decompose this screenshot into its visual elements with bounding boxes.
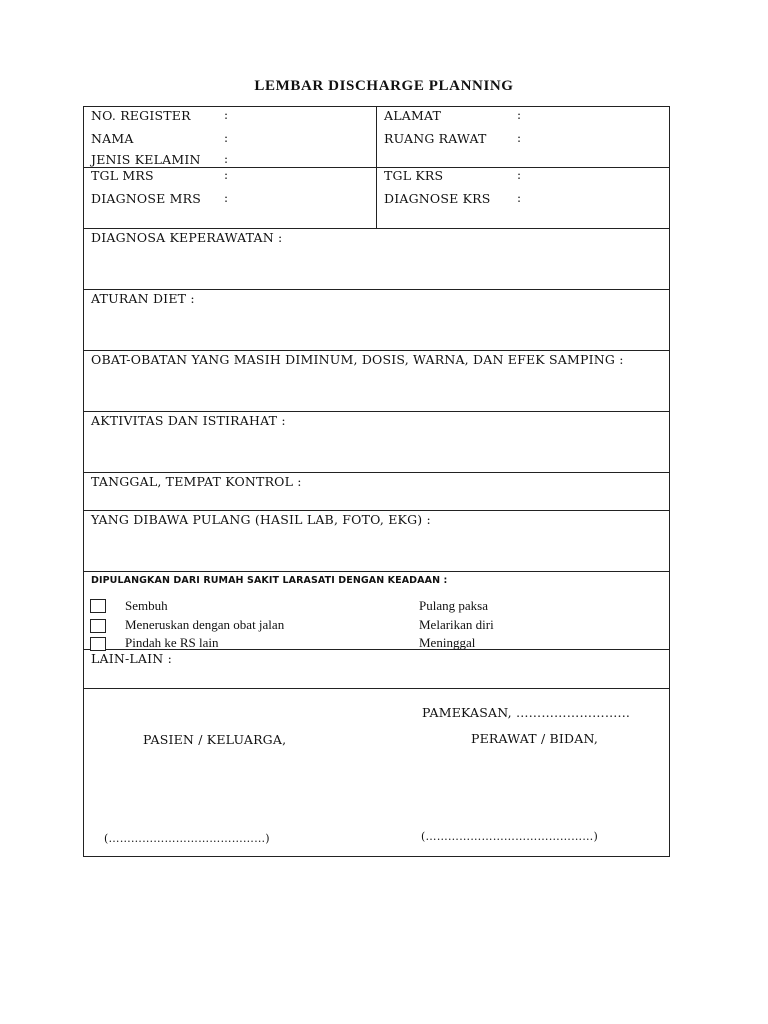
field-colon: : — [517, 191, 522, 205]
section-aktivitas: AKTIVITAS DAN ISTIRAHAT : — [91, 413, 286, 428]
row-divider — [84, 510, 669, 511]
section-tanggal-kontrol: TANGGAL, TEMPAT KONTROL : — [91, 474, 302, 489]
checkbox-pindah[interactable] — [90, 637, 106, 651]
field-label-alamat: ALAMAT — [384, 108, 442, 123]
field-label-jenis-kelamin: JENIS KELAMIN — [91, 152, 201, 167]
section-diagnosa-keperawatan: DIAGNOSA KEPERAWATAN : — [91, 230, 283, 245]
option-sembuh: Sembuh — [125, 598, 168, 613]
option-pindah: Pindah ke RS lain — [125, 635, 219, 650]
section-dibawa-pulang: YANG DIBAWA PULANG (HASIL LAB, FOTO, EKG) : — [91, 512, 431, 527]
signature-nurse-line: (………………………………………) — [421, 830, 598, 843]
section-obat-obatan: OBAT-OBATAN YANG MASIH DIMINUM, DOSIS, WARNA, DAN EFEK SAMPING : — [91, 352, 624, 367]
field-colon: : — [224, 108, 229, 122]
page-title: LEMBAR DISCHARGE PLANNING — [254, 78, 514, 94]
row-divider — [84, 688, 669, 689]
signature-place-date: PAMEKASAN, ……………………... — [422, 705, 631, 720]
option-melarikan-diri: Melarikan diri — [419, 617, 494, 632]
signature-patient-label: PASIEN / KELUARGA, — [143, 732, 287, 747]
field-label-diagnose-krs: DIAGNOSE KRS — [384, 191, 491, 206]
row-divider — [84, 411, 669, 412]
field-label-ruang-rawat: RUANG RAWAT — [384, 131, 487, 146]
field-label-tgl-mrs: TGL MRS — [91, 168, 154, 183]
row-divider — [84, 167, 669, 168]
option-pulang-paksa: Pulang paksa — [419, 598, 488, 613]
field-colon: : — [224, 168, 229, 182]
signature-patient-line: (……………………………………) — [104, 832, 270, 845]
section-keadaan: DIPULANGKAN DARI RUMAH SAKIT LARASATI DENGAN KEADAAN : — [91, 575, 448, 586]
field-label-diagnose-mrs: DIAGNOSE MRS — [91, 191, 201, 206]
field-colon: : — [517, 108, 522, 122]
field-label-tgl-krs: TGL KRS — [384, 168, 444, 183]
row-divider — [84, 289, 669, 290]
section-aturan-diet: ATURAN DIET : — [91, 291, 195, 306]
field-colon: : — [517, 131, 522, 145]
field-colon: : — [224, 191, 229, 205]
row-divider — [84, 228, 669, 229]
field-label-register: NO. REGISTER — [91, 108, 191, 123]
option-meninggal: Meninggal — [419, 635, 476, 650]
option-meneruskan: Meneruskan dengan obat jalan — [125, 617, 285, 632]
signature-nurse-label: PERAWAT / BIDAN, — [471, 731, 599, 746]
section-lain-lain: LAIN-LAIN : — [91, 651, 173, 666]
row-divider — [84, 571, 669, 572]
field-colon: : — [517, 168, 522, 182]
row-divider — [84, 472, 669, 473]
checkbox-sembuh[interactable] — [90, 599, 106, 613]
field-label-nama: NAMA — [91, 131, 134, 146]
field-colon: : — [224, 152, 229, 166]
checkbox-meneruskan[interactable] — [90, 619, 106, 633]
row-divider — [84, 350, 669, 351]
discharge-form — [83, 106, 670, 857]
field-colon: : — [224, 131, 229, 145]
